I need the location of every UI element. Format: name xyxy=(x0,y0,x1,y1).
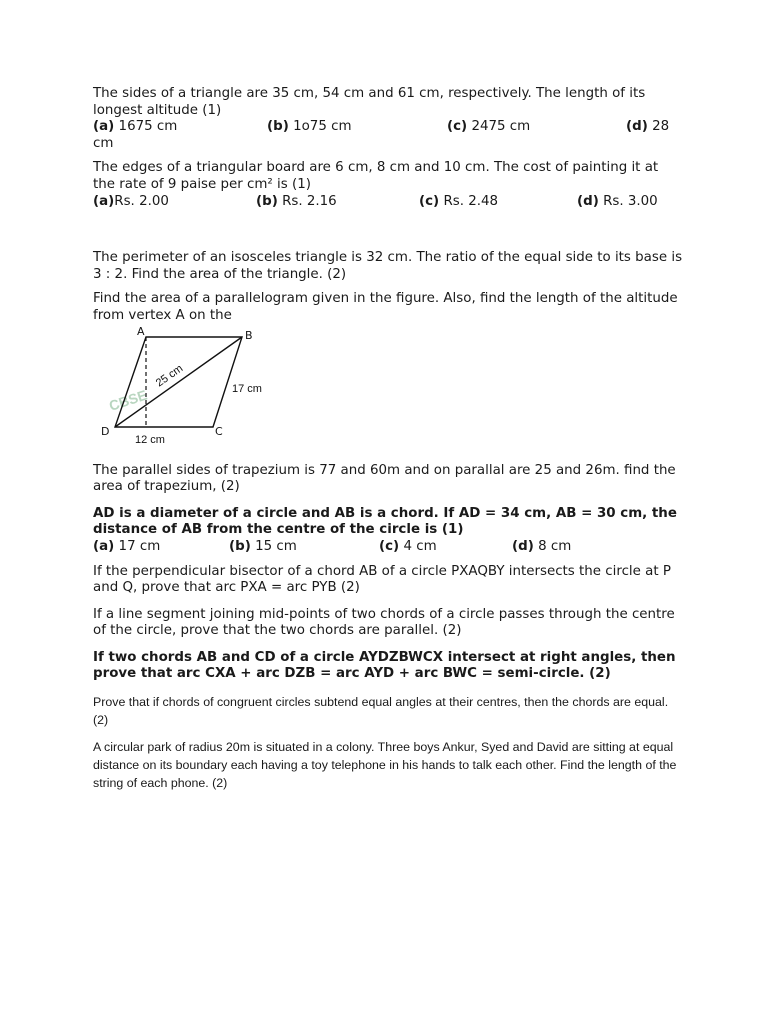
question-10-text: Prove that if chords of congruent circles subtend equal angles at their centres, then the chords are equal. (2) xyxy=(93,695,669,728)
question-9 xyxy=(93,650,683,683)
option-b: (b) 15 cm xyxy=(229,538,297,554)
diagonal-db xyxy=(115,337,242,427)
question-4 xyxy=(93,291,683,456)
option-a: (a)Rs. 2.00 xyxy=(93,193,169,209)
question-6-text: AD is a diameter of a circle and AB is a chord. If AD = 34 cm, AB = 30 cm, the distance of AB from the centre of the circle is (1) xyxy=(93,505,677,538)
side-bc-label: 17 cm xyxy=(232,382,262,395)
option-c: (c) Rs. 2.48 xyxy=(419,193,499,209)
question-3 xyxy=(93,250,683,283)
option-a: (a) 1675 cm xyxy=(93,119,178,135)
option-b: (b) 1o75 cm xyxy=(267,119,352,135)
question-7-text: If the perpendicular bisector of a chord AB of a circle PXAQBY intersects the circle at P and Q, prove that arc PXA = arc PYB (2) xyxy=(93,563,671,596)
vertex-b-label: B xyxy=(245,328,253,342)
base-dc-label: 12 cm xyxy=(135,433,165,446)
question-3-text: The perimeter of an isosceles triangle is 32 cm. The ratio of the equal side to its base is 3 : 2. Find the area of the triangle. (2) xyxy=(93,250,683,282)
question-7 xyxy=(93,564,683,597)
question-11-text: A circular park of radius 20m is situated in a colony. Three boys Ankur, Syed and David are sitting at equal distance on its boundary each having a toy telephone in his hands to talk each other. Find the length of the string of each phone. (2) xyxy=(93,740,677,791)
question-1 xyxy=(93,86,683,152)
question-2 xyxy=(93,160,683,210)
diagonal-label: 25 cm xyxy=(153,361,186,389)
question-4-text: Find the area of a parallelogram given in the figure. Also, find the length of the altitude from vertex A on the xyxy=(93,291,678,323)
question-9-text: If two chords AB and CD of a circle AYDZBWCX intersect at right angles, then prove that arc CXA + arc DZB = arc AYD + arc BWC = semi-circle. (2) xyxy=(93,649,676,682)
question-6-options xyxy=(93,539,683,556)
question-1-options xyxy=(93,119,683,136)
option-d: (d) Rs. 3.00 xyxy=(577,193,658,209)
option-b: (b) Rs. 2.16 xyxy=(256,193,337,209)
question-5 xyxy=(93,463,683,496)
parallelogram-figure xyxy=(99,327,299,457)
worksheet xyxy=(93,86,683,800)
question-6 xyxy=(93,506,683,556)
question-10 xyxy=(93,693,683,729)
vertex-c-label: C xyxy=(215,424,223,438)
parallelogram-diagram xyxy=(99,327,299,457)
question-5-text: The parallel sides of trapezium is 77 and 60m and on parallal are 25 and 26m. find the area of trapezium, (2) xyxy=(93,462,676,495)
option-a: (a) 17 cm xyxy=(93,538,161,554)
watermark: CBSE xyxy=(106,386,149,414)
question-2-text: The edges of a triangular board are 6 cm, 8 cm and 10 cm. The cost of painting it at the rate of 9 paise per cm² is (1) xyxy=(93,160,659,192)
option-d: (d) 8 cm xyxy=(512,538,572,554)
option-c: (c) 4 cm xyxy=(379,538,437,554)
question-8 xyxy=(93,607,683,640)
option-d-overflow: cm xyxy=(93,135,114,151)
option-c: (c) 2475 cm xyxy=(447,119,531,135)
vertex-a-label: A xyxy=(137,326,145,338)
question-8-text: If a line segment joining mid-points of two chords of a circle passes through the centre of the circle, prove that the two chords are parallel. (2) xyxy=(93,606,675,639)
option-d: (d) 28 xyxy=(626,119,670,135)
question-1-text: The sides of a triangle are 35 cm, 54 cm and 61 cm, respectively. The length of its longest altitude (1) xyxy=(93,86,646,118)
question-11 xyxy=(93,738,683,792)
vertex-d-label: D xyxy=(101,424,110,438)
question-2-options xyxy=(93,194,683,211)
